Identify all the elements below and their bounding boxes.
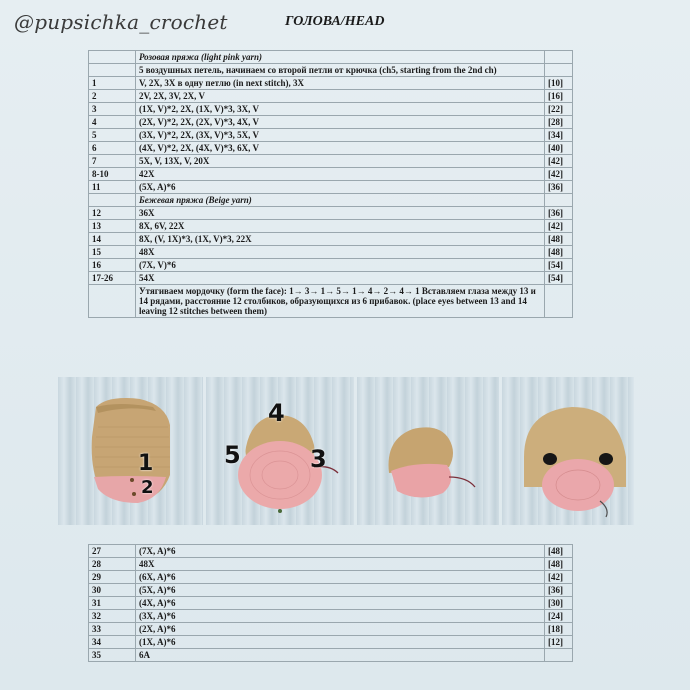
stitch-count-cell: [10] [545, 77, 573, 90]
instruction-cell: 48X [136, 246, 545, 259]
stitch-count-cell: [42] [545, 168, 573, 181]
table-row [89, 558, 573, 571]
instruction-cell: Утягиваем мордочку (form the face): 1→ 3→ 1→ 5→ 1→ 4→ 2→ 4→ 1 Вставляем глаза между 13 и 14 рядами, расстояние 12 столбиков, образующихся из 6 прибавок. (place eyes between 13 and 14 leaving 12 stitches between them) [136, 285, 545, 318]
stitch-count-cell: [42] [545, 155, 573, 168]
instruction-cell: (7X, V)*6 [136, 259, 545, 272]
instruction-cell: 5X, V, 13X, V, 20X [136, 155, 545, 168]
stitch-count-cell: [28] [545, 116, 573, 129]
round-cell: 33 [89, 623, 136, 636]
instruction-cell: 54X [136, 272, 545, 285]
instruction-cell: (2X, V)*2, 2X, (2X, V)*3, 4X, V [136, 116, 545, 129]
instruction-cell: 42X [136, 168, 545, 181]
round-cell: 12 [89, 207, 136, 220]
table-row [89, 194, 573, 207]
instruction-cell: (5X, A)*6 [136, 181, 545, 194]
table-row [89, 51, 573, 64]
table-row [89, 285, 573, 318]
round-cell [89, 194, 136, 207]
table-row [89, 207, 573, 220]
instruction-cell: 5 воздушных петель, начинаем со второй петли от крючка (ch5, starting from the 2nd ch) [136, 64, 545, 77]
round-cell: 30 [89, 584, 136, 597]
instruction-cell: (6X, A)*6 [136, 571, 545, 584]
instruction-cell: (3X, V)*2, 2X, (3X, V)*3, 5X, V [136, 129, 545, 142]
round-cell: 35 [89, 649, 136, 662]
round-cell: 3 [89, 103, 136, 116]
instruction-cell: (1X, A)*6 [136, 636, 545, 649]
round-cell: 1 [89, 77, 136, 90]
table-row [89, 181, 573, 194]
round-cell: 17-26 [89, 272, 136, 285]
instruction-cell: 2V, 2X, 3V, 2X, V [136, 90, 545, 103]
round-cell: 15 [89, 246, 136, 259]
photo-step-4 [502, 377, 634, 525]
stitch-count-cell: [48] [545, 558, 573, 571]
round-cell [89, 64, 136, 77]
head-with-eyes-image [502, 377, 634, 525]
instruction-cell: 48X [136, 558, 545, 571]
table-row [89, 155, 573, 168]
table-row [89, 77, 573, 90]
photo-step-3 [357, 377, 499, 525]
instruction-cell: (7X, A)*6 [136, 545, 545, 558]
instruction-cell: 8X, (V, 1X)*3, (1X, V)*3, 22X [136, 233, 545, 246]
stitch-count-cell: [12] [545, 636, 573, 649]
stitch-count-cell [545, 51, 573, 64]
table-row [89, 597, 573, 610]
stitch-count-cell: [22] [545, 103, 573, 116]
stitch-count-cell [545, 285, 573, 318]
stitch-count-cell: [40] [545, 142, 573, 155]
round-cell: 4 [89, 116, 136, 129]
step-label-5: 5 [224, 441, 241, 469]
table-row [89, 649, 573, 662]
table-row [89, 90, 573, 103]
stitch-count-cell: [36] [545, 181, 573, 194]
round-cell: 11 [89, 181, 136, 194]
table-row [89, 636, 573, 649]
stitch-count-cell: [42] [545, 220, 573, 233]
round-cell: 5 [89, 129, 136, 142]
round-cell: 7 [89, 155, 136, 168]
table-row [89, 272, 573, 285]
table-row [89, 259, 573, 272]
table-row [89, 168, 573, 181]
instruction-cell: (3X, A)*6 [136, 610, 545, 623]
photo-step-2 [206, 377, 354, 525]
round-cell: 27 [89, 545, 136, 558]
round-cell: 16 [89, 259, 136, 272]
instruction-cell: Розовая пряжа (light pink yarn) [136, 51, 545, 64]
instruction-cell: 6A [136, 649, 545, 662]
stitch-count-cell: [30] [545, 597, 573, 610]
stitch-count-cell: [36] [545, 207, 573, 220]
round-cell: 14 [89, 233, 136, 246]
table-row [89, 103, 573, 116]
head-profile-image [357, 377, 499, 525]
stitch-count-cell: [54] [545, 259, 573, 272]
round-cell: 2 [89, 90, 136, 103]
stitch-count-cell: [34] [545, 129, 573, 142]
instruction-cell: V, 2X, 3X в одну петлю (in next stitch), 3X [136, 77, 545, 90]
pattern-table-top [88, 50, 573, 318]
round-cell: 8-10 [89, 168, 136, 181]
stitch-count-cell: [36] [545, 584, 573, 597]
instruction-cell: Бежевая пряжа (Beige yarn) [136, 194, 545, 207]
table-row [89, 142, 573, 155]
table-row [89, 623, 573, 636]
step-label-2: 2 [141, 477, 154, 498]
table-row [89, 545, 573, 558]
photo-strip [58, 377, 634, 525]
table-row [89, 64, 573, 77]
round-cell: 32 [89, 610, 136, 623]
instruction-cell: (4X, A)*6 [136, 597, 545, 610]
step-label-4: 4 [268, 399, 285, 427]
table-row [89, 220, 573, 233]
stitch-count-cell: [48] [545, 545, 573, 558]
stitch-count-cell: [24] [545, 610, 573, 623]
stitch-count-cell: [48] [545, 246, 573, 259]
round-cell: 31 [89, 597, 136, 610]
author-handle: @pupsichka_crochet [14, 10, 228, 34]
round-cell: 29 [89, 571, 136, 584]
instruction-cell: (1X, V)*2, 2X, (1X, V)*3, 3X, V [136, 103, 545, 116]
round-cell: 34 [89, 636, 136, 649]
stitch-count-cell [545, 649, 573, 662]
instruction-cell: 36X [136, 207, 545, 220]
round-cell [89, 285, 136, 318]
pattern-table-bottom [88, 544, 573, 662]
table-row [89, 610, 573, 623]
stitch-count-cell: [18] [545, 623, 573, 636]
table-row [89, 584, 573, 597]
round-cell: 13 [89, 220, 136, 233]
step-label-1: 1 [138, 451, 154, 476]
round-cell: 6 [89, 142, 136, 155]
stitch-count-cell: [16] [545, 90, 573, 103]
instruction-cell: 8X, 6V, 22X [136, 220, 545, 233]
instruction-cell: (5X, A)*6 [136, 584, 545, 597]
round-cell [89, 51, 136, 64]
page-title: ГОЛОВА/HEAD [285, 14, 385, 29]
table-row [89, 233, 573, 246]
table-row [89, 129, 573, 142]
stitch-count-cell [545, 194, 573, 207]
round-cell: 28 [89, 558, 136, 571]
instruction-cell: (2X, A)*6 [136, 623, 545, 636]
step-label-3: 3 [310, 445, 327, 473]
stitch-count-cell: [42] [545, 571, 573, 584]
stitch-count-cell: [48] [545, 233, 573, 246]
photo-step-1 [58, 377, 203, 525]
table-row [89, 571, 573, 584]
table-row [89, 246, 573, 259]
table-row [89, 116, 573, 129]
stitch-count-cell [545, 64, 573, 77]
stitch-count-cell: [54] [545, 272, 573, 285]
instruction-cell: (4X, V)*2, 2X, (4X, V)*3, 6X, V [136, 142, 545, 155]
head-front-image [58, 377, 203, 525]
